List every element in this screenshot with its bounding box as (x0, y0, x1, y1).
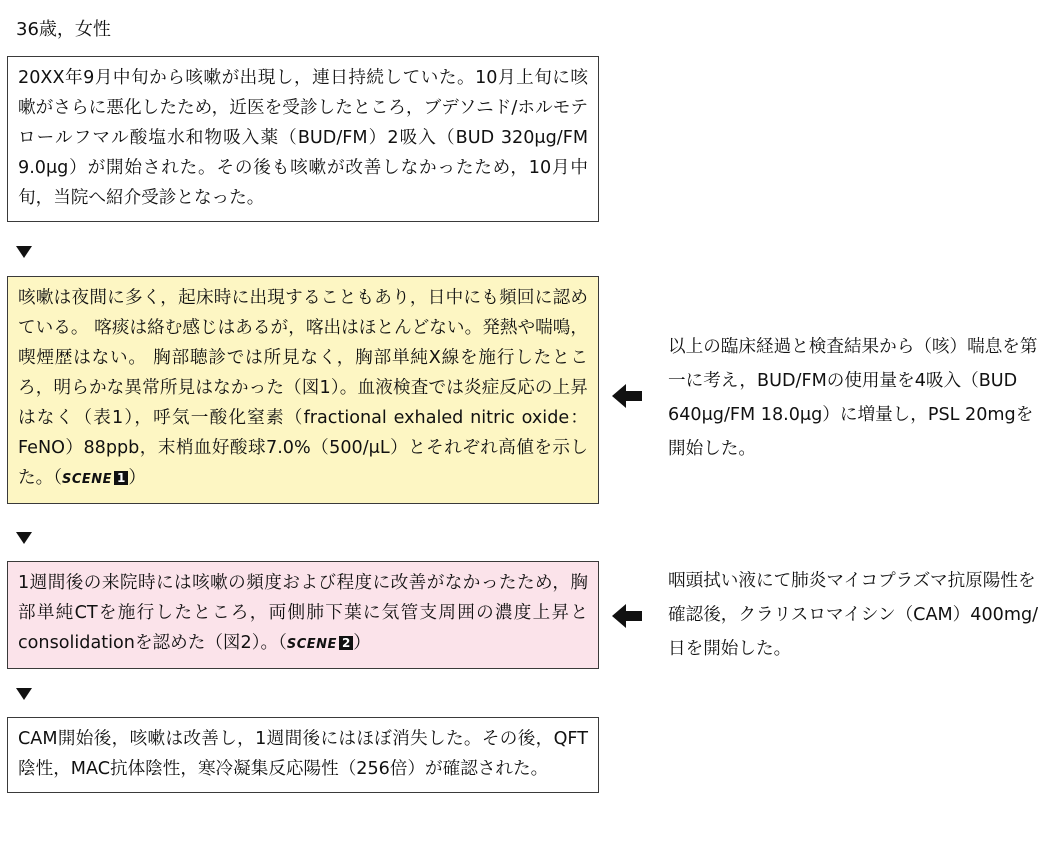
scene1-label: SCENE (61, 472, 113, 487)
patient-label: 36歳，女性 (16, 19, 111, 40)
outcome-box (7, 717, 599, 793)
outcome-text: CAM開始後，咳嗽は改善し，1週間後にはほぼ消失した。その後，QFT陰性，MAC抗体陰性，寒冷凝集反応陽性（256倍）が確認された。 (18, 729, 588, 779)
history-box (7, 56, 599, 222)
ct-close: ） (353, 633, 371, 653)
findings-close: ） (128, 468, 146, 488)
scene2-number: 2 (339, 636, 353, 650)
treatment-note-1: 以上の臨床経過と検査結果から（咳）喘息を第一に考え，BUD/FMの使用量を4吸入（BUD 640μg/FM 18.0μg）に増量し，PSL 20mgを開始した。 (668, 337, 1038, 459)
down-arrow-icon (16, 688, 32, 700)
left-arrow-icon (612, 384, 642, 408)
ct-text (18, 568, 588, 660)
treatment-note-2: 咽頭拭い液にて肺炎マイコプラズマ抗原陽性を確認後，クラリスロマイシン（CAM）400mg/日を開始した。 (668, 571, 1039, 659)
ct-box (7, 561, 599, 669)
down-arrow-icon (16, 246, 32, 258)
history-text: 20XX年9月中旬から咳嗽が出現し，連日持続していた。10月上旬に咳嗽がさらに悪化したため，近医を受診したところ，ブデソニド/ホルモテロールフマル酸塩水和物吸入薬（BUD/FM）2吸入（BUD 320μg/FM 9.0μg）が開始された。その後も咳嗽が改善しなかったため，10月中旬，当院へ紹介受診となった。 (18, 68, 588, 208)
findings-box (7, 276, 599, 504)
ct-body: 1週間後の来院時には咳嗽の頻度および程度に改善がなかったため，胸部単純CTを施行したところ，両側肺下葉に気管支周囲の濃度上昇とconsolidationを認めた（図2）。（ (18, 573, 588, 653)
left-arrow-icon (612, 604, 642, 628)
findings-body: 咳嗽は夜間に多く，起床時に出現することもあり，日中にも頻回に認めている。 喀痰は絡む感じはあるが，喀出はほとんどない。発熱や喘鳴，喫煙歴はない。 胸部聴診では所見なく，胸部単純X線を施行したところ，明らかな異常所見はなかった（図1）。血液検査では炎症反応の上昇はなく（表1），呼気一酸化窒素（fractional exhaled nitric oxide：FeNO）88ppb，末梢血好酸球7.0%（500/μL）とそれぞれ高値を示した。（ (18, 288, 588, 488)
down-arrow-icon (16, 532, 32, 544)
findings-text (18, 283, 588, 495)
scene1-number: 1 (114, 471, 128, 485)
scene2-label: SCENE (286, 637, 337, 652)
